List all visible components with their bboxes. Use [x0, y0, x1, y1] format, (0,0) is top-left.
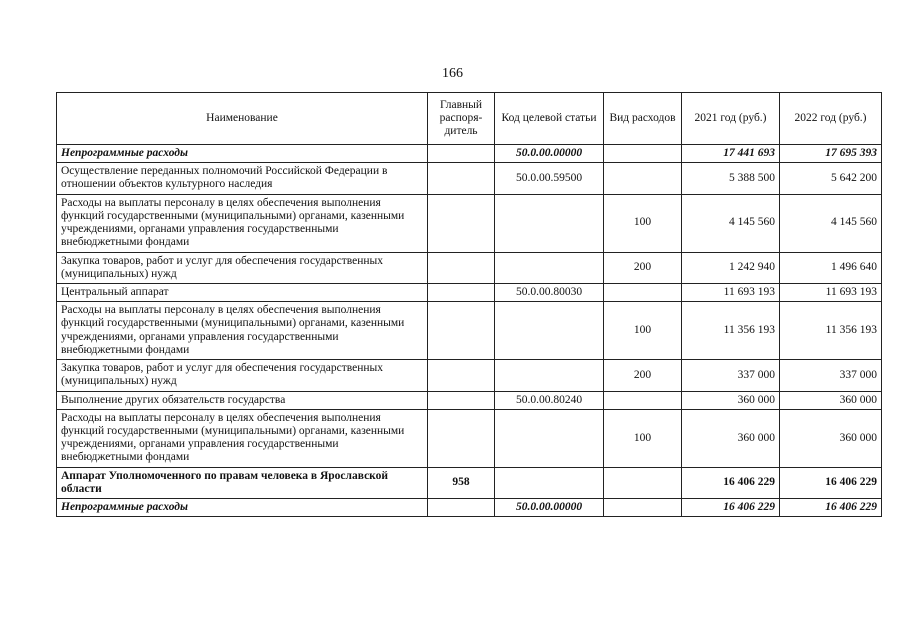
- header-vid: Вид расходов: [604, 93, 682, 145]
- cell-vid: [604, 145, 682, 163]
- cell-code: [495, 252, 604, 283]
- table-body: [57, 145, 882, 517]
- cell-code: [495, 302, 604, 360]
- cell-code: 50.0.00.00000: [495, 499, 604, 517]
- cell-2022: 1 496 640: [780, 252, 882, 283]
- cell-glavny: [428, 283, 495, 301]
- cell-code: 50.0.00.59500: [495, 163, 604, 194]
- cell-code: 50.0.00.80240: [495, 391, 604, 409]
- cell-glavny: [428, 194, 495, 252]
- cell-name: Центральный аппарат: [57, 283, 428, 301]
- cell-code: 50.0.00.80030: [495, 283, 604, 301]
- cell-vid: 100: [604, 302, 682, 360]
- page-number: 166: [442, 66, 463, 81]
- cell-2021: 11 356 193: [682, 302, 780, 360]
- cell-glavny: [428, 163, 495, 194]
- table-row: [57, 499, 882, 517]
- cell-2021: 337 000: [682, 360, 780, 391]
- cell-name: Аппарат Уполномоченного по правам человека в Ярославской области: [57, 467, 428, 498]
- cell-name: Непрограммные расходы: [57, 499, 428, 517]
- cell-vid: 100: [604, 409, 682, 467]
- cell-2021: 4 145 560: [682, 194, 780, 252]
- cell-glavny: [428, 360, 495, 391]
- cell-name: Выполнение других обязательств государства: [57, 391, 428, 409]
- cell-code: [495, 467, 604, 498]
- cell-code: 50.0.00.00000: [495, 145, 604, 163]
- cell-glavny: [428, 145, 495, 163]
- header-glavny: Главный распоря-дитель: [428, 93, 495, 145]
- cell-2021: 11 693 193: [682, 283, 780, 301]
- table-row: [57, 302, 882, 360]
- cell-2022: 360 000: [780, 409, 882, 467]
- cell-glavny: [428, 302, 495, 360]
- cell-glavny: [428, 252, 495, 283]
- cell-2022: 5 642 200: [780, 163, 882, 194]
- cell-2022: 11 356 193: [780, 302, 882, 360]
- table-row: [57, 283, 882, 301]
- cell-2021: 17 441 693: [682, 145, 780, 163]
- table-row: [57, 409, 882, 467]
- cell-glavny: 958: [428, 467, 495, 498]
- cell-code: [495, 194, 604, 252]
- cell-2022: 11 693 193: [780, 283, 882, 301]
- cell-vid: 200: [604, 360, 682, 391]
- cell-vid: [604, 163, 682, 194]
- cell-2021: 5 388 500: [682, 163, 780, 194]
- table-row: [57, 391, 882, 409]
- table-row: [57, 467, 882, 498]
- cell-2021: 360 000: [682, 409, 780, 467]
- cell-2022: 17 695 393: [780, 145, 882, 163]
- cell-glavny: [428, 391, 495, 409]
- cell-name: Непрограммные расходы: [57, 145, 428, 163]
- cell-2021: 1 242 940: [682, 252, 780, 283]
- cell-name: Осуществление переданных полномочий Российской Федерации в отношении объектов культурного наследия: [57, 163, 428, 194]
- cell-2022: 4 145 560: [780, 194, 882, 252]
- header-2021: 2021 год (руб.): [682, 93, 780, 145]
- header-name: Наименование: [57, 93, 428, 145]
- cell-glavny: [428, 499, 495, 517]
- cell-name: Закупка товаров, работ и услуг для обеспечения государственных (муниципальных) нужд: [57, 252, 428, 283]
- cell-2022: 337 000: [780, 360, 882, 391]
- table-row: [57, 194, 882, 252]
- cell-2021: 16 406 229: [682, 467, 780, 498]
- cell-vid: [604, 467, 682, 498]
- table-row: [57, 163, 882, 194]
- cell-glavny: [428, 409, 495, 467]
- table-header-row: [57, 93, 882, 145]
- cell-2021: 16 406 229: [682, 499, 780, 517]
- cell-2022: 16 406 229: [780, 499, 882, 517]
- cell-vid: 100: [604, 194, 682, 252]
- cell-name: Расходы на выплаты персоналу в целях обеспечения выполнения функций государственными (муниципальными) органами, казенными учреждениями, органами управления государственными внебюджетными фондами: [57, 194, 428, 252]
- cell-code: [495, 409, 604, 467]
- cell-2022: 360 000: [780, 391, 882, 409]
- cell-2021: 360 000: [682, 391, 780, 409]
- budget-table: [56, 92, 882, 517]
- cell-vid: 200: [604, 252, 682, 283]
- header-code: Код целевой статьи: [495, 93, 604, 145]
- table-row: [57, 145, 882, 163]
- cell-name: Закупка товаров, работ и услуг для обеспечения государственных (муниципальных) нужд: [57, 360, 428, 391]
- table-row: [57, 252, 882, 283]
- header-2022: 2022 год (руб.): [780, 93, 882, 145]
- table-row: [57, 360, 882, 391]
- cell-vid: [604, 391, 682, 409]
- cell-2022: 16 406 229: [780, 467, 882, 498]
- cell-name: Расходы на выплаты персоналу в целях обеспечения выполнения функций государственными (муниципальными) органами, казенными учреждениями, органами управления государственными внебюджетными фондами: [57, 302, 428, 360]
- cell-name: Расходы на выплаты персоналу в целях обеспечения выполнения функций государственными (муниципальными) органами, казенными учреждениями, органами управления государственными внебюджетными фондами: [57, 409, 428, 467]
- cell-vid: [604, 283, 682, 301]
- cell-vid: [604, 499, 682, 517]
- cell-code: [495, 360, 604, 391]
